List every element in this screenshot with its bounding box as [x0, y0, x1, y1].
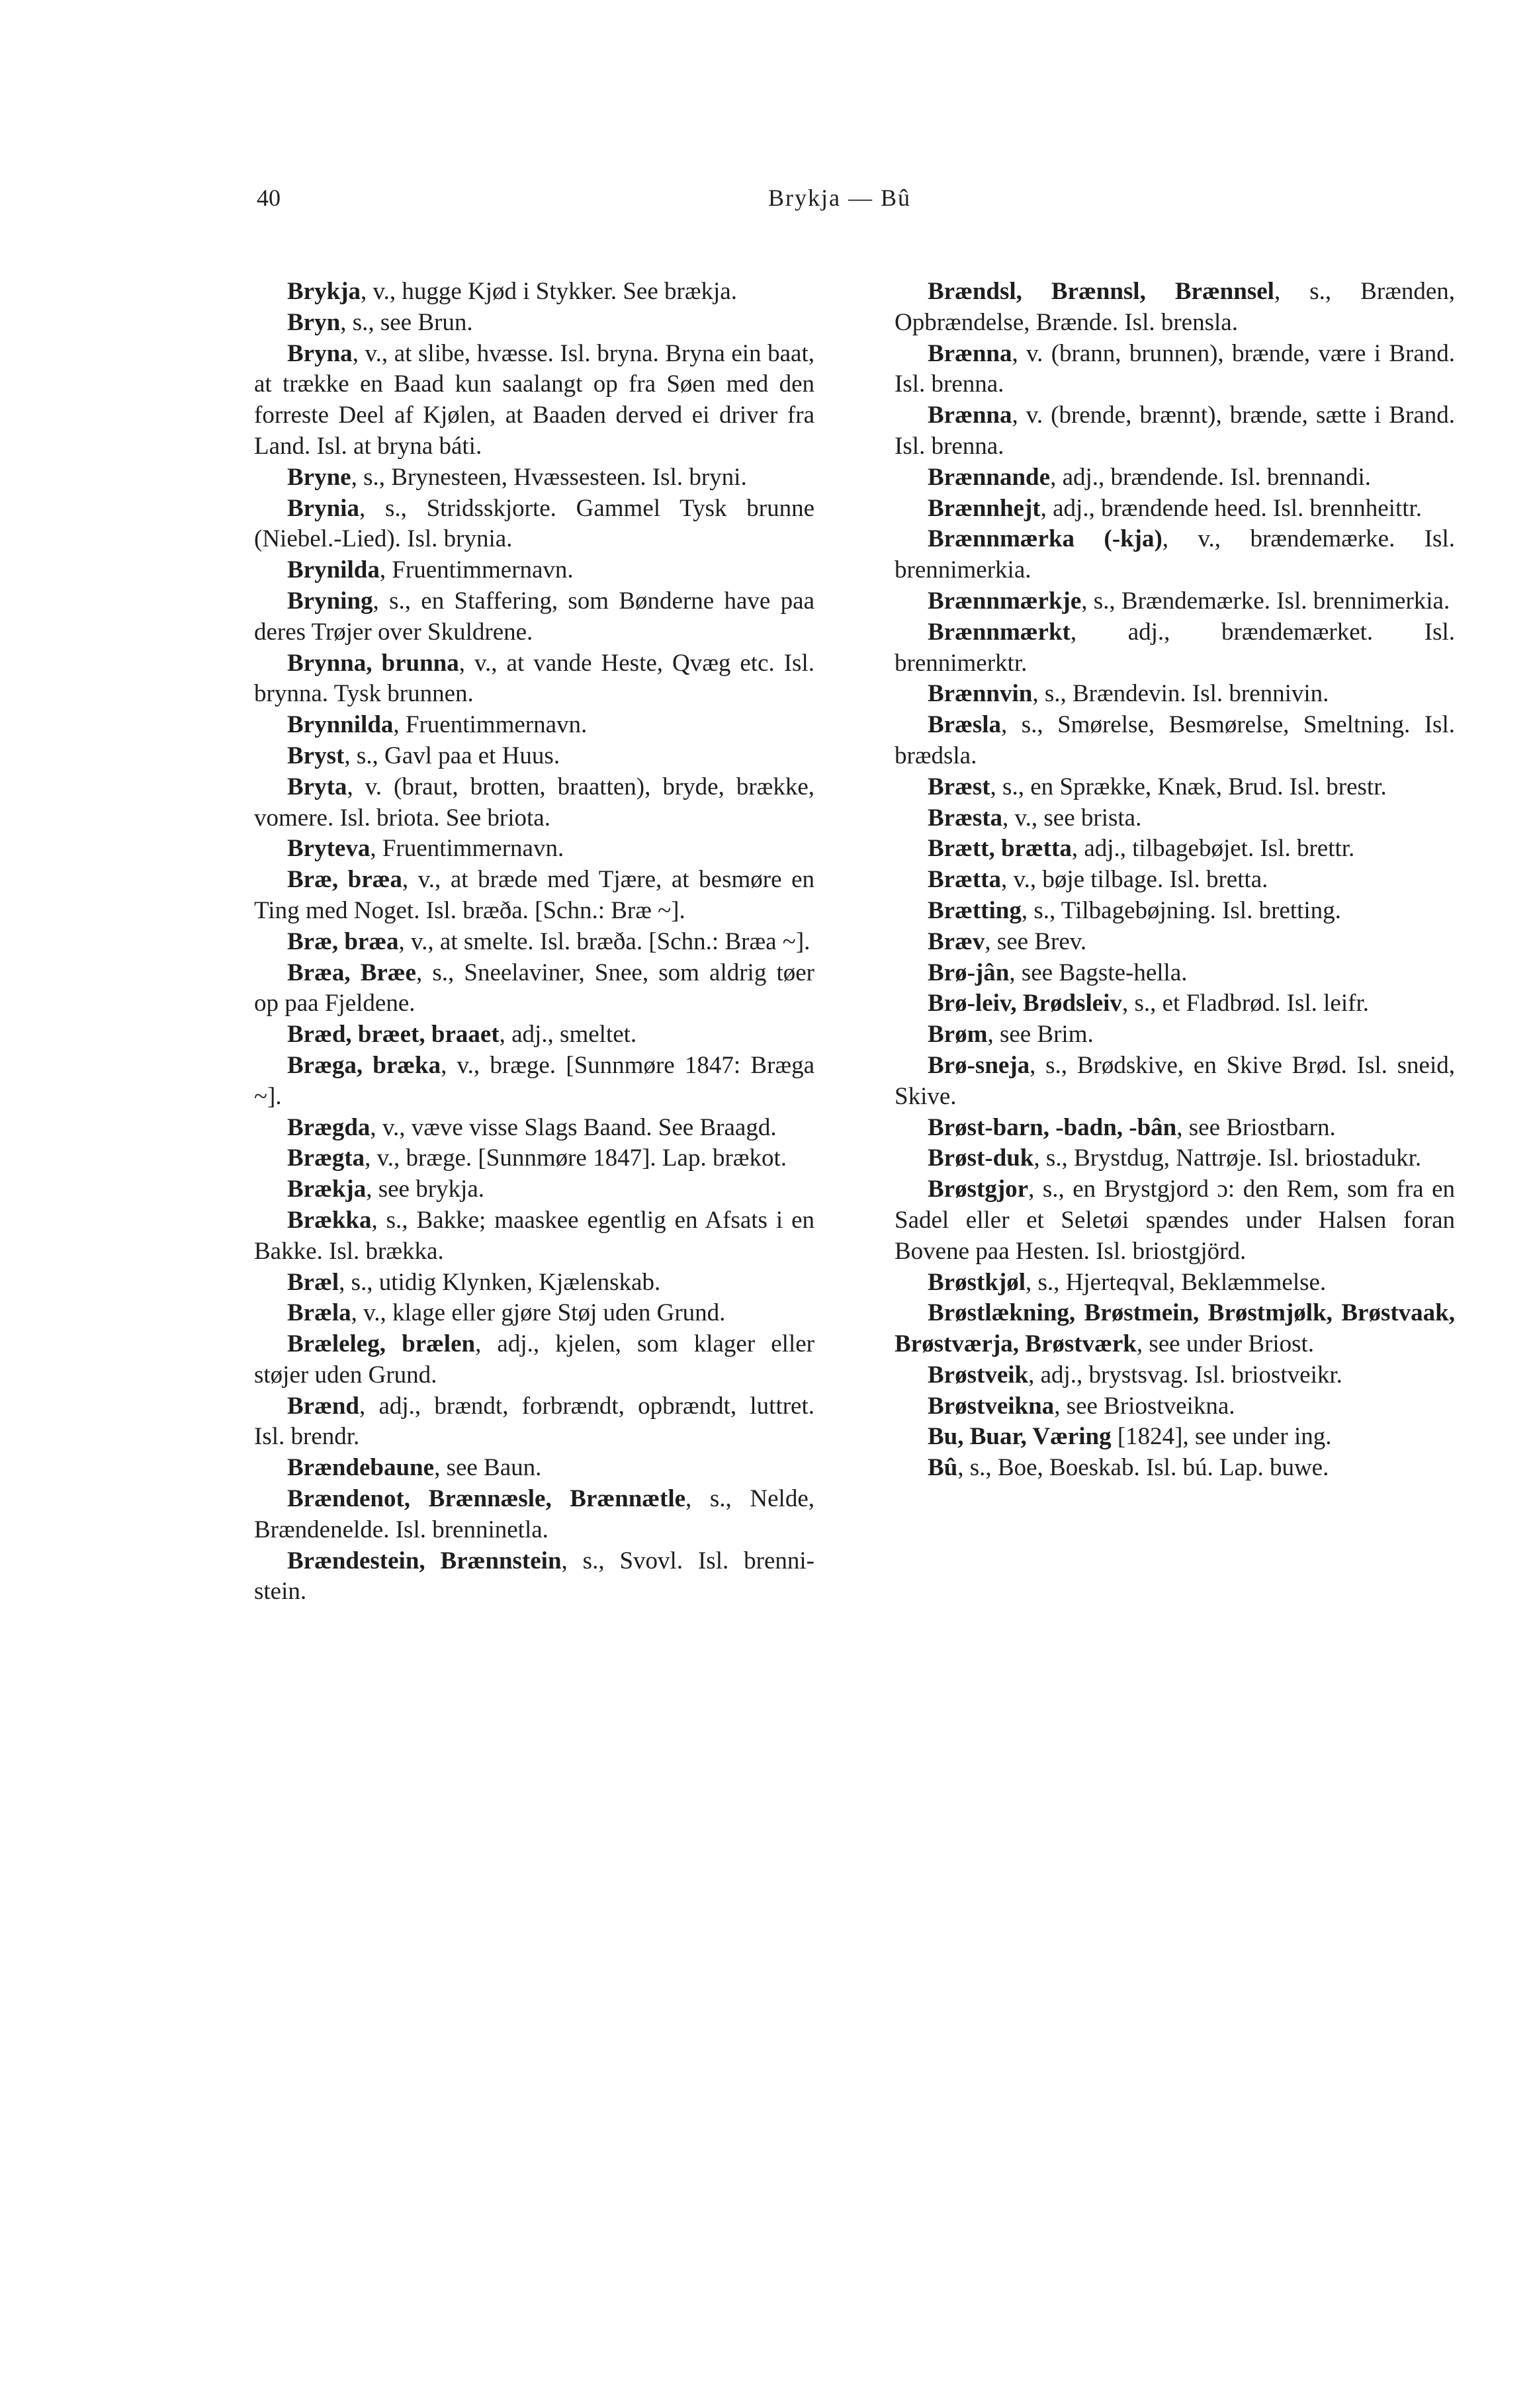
dictionary-entry	[895, 834, 1455, 865]
dictionary-entry	[254, 958, 814, 1020]
dictionary-entry	[254, 772, 814, 834]
definition: , s., Smørelse, Besmørelse, Smeltning. Isl. brædsla.	[895, 711, 1455, 769]
dictionary-entry	[254, 1174, 814, 1205]
dictionary-entry	[254, 741, 814, 772]
definition: , s., et Fladbrød. Isl. leifr.	[1121, 990, 1369, 1017]
headword: Brænnande	[928, 463, 1051, 491]
headword: Brøst-barn, -badn, -bân	[928, 1113, 1177, 1141]
dictionary-entry	[254, 1113, 814, 1144]
left-column	[254, 277, 814, 1608]
dictionary-entry	[254, 1298, 814, 1329]
dictionary-entry	[895, 617, 1455, 679]
headword: Bræleleg, brælen	[287, 1330, 476, 1358]
dictionary-entry	[895, 896, 1455, 927]
headword: Bu, Buar, Væring	[928, 1423, 1112, 1451]
dictionary-entry	[254, 1019, 814, 1051]
definition: , v., at smelte. Isl. bræða. [Schn.: Bræa ~].	[398, 927, 811, 955]
definition: , s., Brynesteen, Hvæssesteen. Isl. bryni.	[351, 463, 747, 491]
dictionary-entry	[895, 1422, 1455, 1453]
dictionary-entry	[254, 1546, 814, 1608]
headword: Brænna	[928, 339, 1012, 367]
definition: , s., Nelde, Brændenelde. Isl. brenninetla.	[254, 1485, 814, 1543]
headword: Brægta	[287, 1144, 365, 1172]
headword: Bû	[928, 1454, 958, 1482]
dictionary-entry	[254, 339, 814, 462]
dictionary-entry	[895, 1143, 1455, 1174]
headword: Brændebaune	[287, 1454, 435, 1482]
definition: , v. (braut, brotten, braatten), bryde, brække, vomere. Isl. briota. See briota.	[254, 773, 814, 832]
definition: , adj., smeltet.	[499, 1021, 637, 1049]
headword: Brænnhejt	[928, 494, 1041, 522]
headword: Brænd	[287, 1392, 359, 1420]
headword: Brøstveikna	[928, 1392, 1055, 1420]
definition: , s., Brændevin. Isl. brennivin.	[1032, 680, 1329, 708]
dictionary-entry	[254, 308, 814, 339]
definition: , see Baun.	[434, 1454, 542, 1482]
definition: , s., Tilbagebøjning. Isl. bretting.	[1021, 896, 1341, 924]
headword: Brænnvin	[928, 680, 1033, 708]
definition: , v., at bræde med Tjære, at besmøre en Ting med Noget. Isl. bræða. [Schn.: Bræ ~].	[254, 866, 815, 924]
dictionary-entry	[254, 462, 814, 494]
headword: Brø-sneja	[928, 1051, 1030, 1079]
headword: Brøstveik	[928, 1361, 1029, 1389]
definition: , adj., brændemærket. Isl. brennimerktr.	[895, 618, 1455, 677]
headword: Brænnmærka (-kja)	[928, 525, 1162, 553]
definition: , adj., brændende heed. Isl. brennheittr.	[1040, 494, 1423, 522]
dictionary-entry	[895, 1298, 1455, 1360]
definition: , s., see Brun.	[340, 308, 473, 336]
definition: , s., en Brystgjord ɔ: den Rem, som fra en Sadel eller et Seletøi spændes under Halsen foran Bovene paa Hesten. Isl. briostgjörd.	[895, 1176, 1455, 1265]
definition: , s., Hjerteqval, Beklæmmelse.	[1026, 1268, 1327, 1296]
definition: [1824], see under ing.	[1111, 1423, 1332, 1451]
dictionary-entry	[895, 524, 1455, 586]
dictionary-entry	[895, 1360, 1455, 1391]
dictionary-entry	[254, 1484, 814, 1546]
headword: Brætting	[928, 896, 1022, 924]
definition: , Fruentimmernavn.	[393, 711, 588, 739]
headword: Brøst-duk	[928, 1144, 1034, 1172]
dictionary-entry	[895, 339, 1455, 401]
dictionary-entry	[895, 1391, 1455, 1422]
dictionary-entry	[254, 1268, 814, 1299]
running-head: Brykja — Bû	[768, 185, 911, 211]
definition: , v. (brende, brænnt), brænde, sætte i Brand. Isl. brenna.	[895, 402, 1455, 460]
headword: Brykja	[287, 278, 361, 305]
dictionary-entry	[895, 927, 1455, 958]
definition: , see brykja.	[366, 1176, 485, 1203]
dictionary-entry	[254, 927, 814, 958]
headword: Brø-jân	[928, 959, 1010, 986]
headword: Bræd, bræet, braaet	[287, 1021, 500, 1049]
definition: , see Briostveikna.	[1054, 1392, 1235, 1420]
dictionary-entry	[895, 1453, 1455, 1484]
headword: Bryn	[287, 308, 341, 336]
definition: , s., Brødskive, en Skive Brød. Isl. sneid, Skive.	[895, 1051, 1455, 1110]
dictionary-entry	[895, 772, 1455, 803]
page-header	[250, 177, 1429, 217]
headword: Bræ, bræa	[287, 927, 399, 955]
dictionary-entry	[895, 1268, 1455, 1299]
headword: Brænnmærkt	[928, 618, 1071, 646]
headword: Brynilda	[287, 556, 380, 584]
headword: Bryning	[287, 587, 373, 615]
dictionary-entry	[254, 1051, 814, 1113]
headword: Bryna	[287, 339, 353, 367]
definition: , v., at slibe, hvæsse. Isl. bryna. Bryna ein baat, at trække en Baad kun saalangt op fra Søen med den forreste Deel af Kjølen, at Baaden derved ei driver fra Land. Isl. at bryna báti.	[254, 339, 814, 460]
definition: , v., see brista.	[1002, 804, 1142, 832]
page-number: 40	[257, 185, 281, 211]
headword: Brynnilda	[287, 711, 394, 739]
dictionary-entry	[895, 865, 1455, 896]
definition: , see Brim.	[987, 1021, 1094, 1049]
definition: , s., Gavl paa et Huus.	[344, 742, 560, 769]
dictionary-entry	[254, 1205, 814, 1268]
definition: , see Briostbarn.	[1176, 1113, 1336, 1141]
definition: , see Bagste-hella.	[1009, 959, 1188, 986]
dictionary-entry	[895, 988, 1455, 1019]
headword: Bræsta	[928, 804, 1003, 832]
definition: , s., Bakke; maaskee egentlig en Afsats i en Bakke. Isl. brækka.	[254, 1206, 814, 1265]
headword: Brynna, brunna	[287, 649, 459, 677]
headword: Bræv	[928, 927, 985, 955]
headword: Bræga, bræka	[287, 1051, 441, 1079]
dictionary-entry	[254, 1391, 814, 1453]
headword: Bræst	[928, 773, 990, 800]
headword: Brætta	[928, 866, 1001, 894]
definition: , v., klage eller gjøre Støj uden Grund.	[351, 1299, 726, 1327]
headword: Bræ, bræa	[287, 866, 402, 894]
definition: , s., Brændemærke. Isl. brennimerkia.	[1081, 587, 1450, 615]
dictionary-entry	[895, 1051, 1455, 1113]
headword: Bryne	[287, 463, 351, 491]
definition: , see under Briost.	[1136, 1330, 1315, 1358]
headword: Brøm	[928, 1021, 988, 1049]
definition: , Fruentimmernavn.	[370, 835, 564, 863]
definition: , adj., kjelen, som klager eller støjer uden Grund.	[254, 1330, 814, 1389]
right-column	[895, 277, 1455, 1484]
dictionary-entry	[254, 834, 814, 865]
headword: Bræla	[287, 1299, 351, 1327]
headword: Brøstgjor	[928, 1176, 1029, 1203]
definition: , s., Brænden, Opbrændelse, Brænde. Isl. brensla.	[895, 278, 1456, 336]
headword: Brændenot, Brænnæsle, Brænnætle	[287, 1485, 686, 1513]
definition: , s., Brystdug, Nattrøje. Isl. briostadukr.	[1033, 1144, 1422, 1172]
definition: , v., væve visse Slags Baand. See Braagd.	[370, 1113, 777, 1141]
headword: Brændsl, Brænnsl, Brænnsel	[928, 278, 1274, 305]
definition: , s., en Staffering, som Bønderne have paa deres Trøjer over Skuldrene.	[254, 587, 814, 646]
headword: Bræl	[287, 1268, 339, 1296]
definition: , s., Boe, Boeskab. Isl. bú. Lap. buwe.	[957, 1454, 1329, 1482]
headword: Brø-leiv, Brødsleiv	[928, 990, 1122, 1017]
definition: , s., Sneelaviner, Snee, som aldrig tøer op paa Fjeldene.	[254, 959, 814, 1017]
definition: , s., utidig Klynken, Kjælenskab.	[339, 1268, 661, 1296]
headword: Bryteva	[287, 835, 371, 863]
definition: , adj., tilbagebøjet. Isl. brettr.	[1071, 835, 1355, 863]
definition: , Fruentimmernavn.	[379, 556, 574, 584]
dictionary-entry	[895, 400, 1455, 462]
dictionary-entry	[895, 1174, 1455, 1267]
headword: Brynia	[287, 494, 359, 522]
headword: Brændestein, Brænnstein	[287, 1547, 562, 1574]
dictionary-entry	[254, 586, 814, 648]
headword: Brænna	[928, 402, 1012, 429]
definition: , v. (brann, brunnen), brænde, være i Brand. Isl. brenna.	[895, 339, 1455, 398]
definition: , see Brev.	[985, 927, 1087, 955]
dictionary-entry	[895, 1019, 1455, 1051]
headword: Brøstkjøl	[928, 1268, 1026, 1296]
definition: , adj., brystsvag. Isl. briostveikr.	[1028, 1361, 1342, 1389]
dictionary-entry	[254, 494, 814, 556]
dictionary-entry	[895, 494, 1455, 525]
headword: Brætt, brætta	[928, 835, 1072, 863]
headword: Bryta	[287, 773, 347, 800]
definition: , adj., brændt, forbrændt, opbrændt, luttret. Isl. brendr.	[254, 1392, 814, 1451]
dictionary-entry	[254, 648, 814, 710]
dictionary-entry	[254, 1143, 814, 1174]
definition: , v., brændemærke. Isl. brennimerkia.	[895, 525, 1455, 584]
dictionary-entry	[254, 710, 814, 741]
dictionary-entry	[895, 277, 1455, 339]
headword: Bræsla	[928, 711, 1001, 739]
definition: , v., hugge Kjød i Stykker. See brækja.	[361, 278, 737, 305]
headword: Brøstlækning, Brøstmein, Brøstmjølk, Brøstvaak, Brøstværja, Brøstværk	[895, 1299, 1455, 1358]
headword: Bryst	[287, 742, 345, 769]
dictionary-entry	[254, 1453, 814, 1484]
definition: , s., en Sprække, Knæk, Brud. Isl. brestr.	[990, 773, 1387, 800]
dictionary-entry	[254, 555, 814, 586]
headword: Brænnmærkje	[928, 587, 1082, 615]
dictionary-entry	[895, 462, 1455, 494]
headword: Bræa, Bræe	[287, 959, 416, 986]
headword: Brægda	[287, 1113, 371, 1141]
definition: , s., Stridsskjorte. Gammel Tysk brunne (Niebel.-Lied). Isl. brynia.	[254, 494, 814, 553]
dictionary-entry	[895, 1113, 1455, 1144]
definition: , v., at vande Heste, Qvæg etc. Isl. brynna. Tysk brunnen.	[254, 649, 814, 708]
dictionary-entry	[895, 679, 1455, 710]
dictionary-entry	[895, 710, 1455, 772]
definition: , s., Svovl. Isl. brenni-stein.	[254, 1547, 814, 1606]
dictionary-entry	[254, 865, 814, 927]
dictionary-entry	[254, 277, 814, 308]
headword: Brækja	[287, 1176, 367, 1203]
headword: Brækka	[287, 1206, 372, 1234]
definition: , v., bræge. [Sunnmøre 1847: Bræga ~].	[254, 1051, 814, 1110]
definition: , adj., brændende. Isl. brennandi.	[1050, 463, 1372, 491]
dictionary-entry	[254, 1329, 814, 1391]
definition: , v., bræge. [Sunnmøre 1847]. Lap. brækot.	[365, 1144, 787, 1172]
definition: , v., bøje tilbage. Isl. bretta.	[1000, 866, 1268, 894]
dictionary-entry	[895, 586, 1455, 617]
dictionary-entry	[895, 958, 1455, 989]
dictionary-entry	[895, 803, 1455, 834]
